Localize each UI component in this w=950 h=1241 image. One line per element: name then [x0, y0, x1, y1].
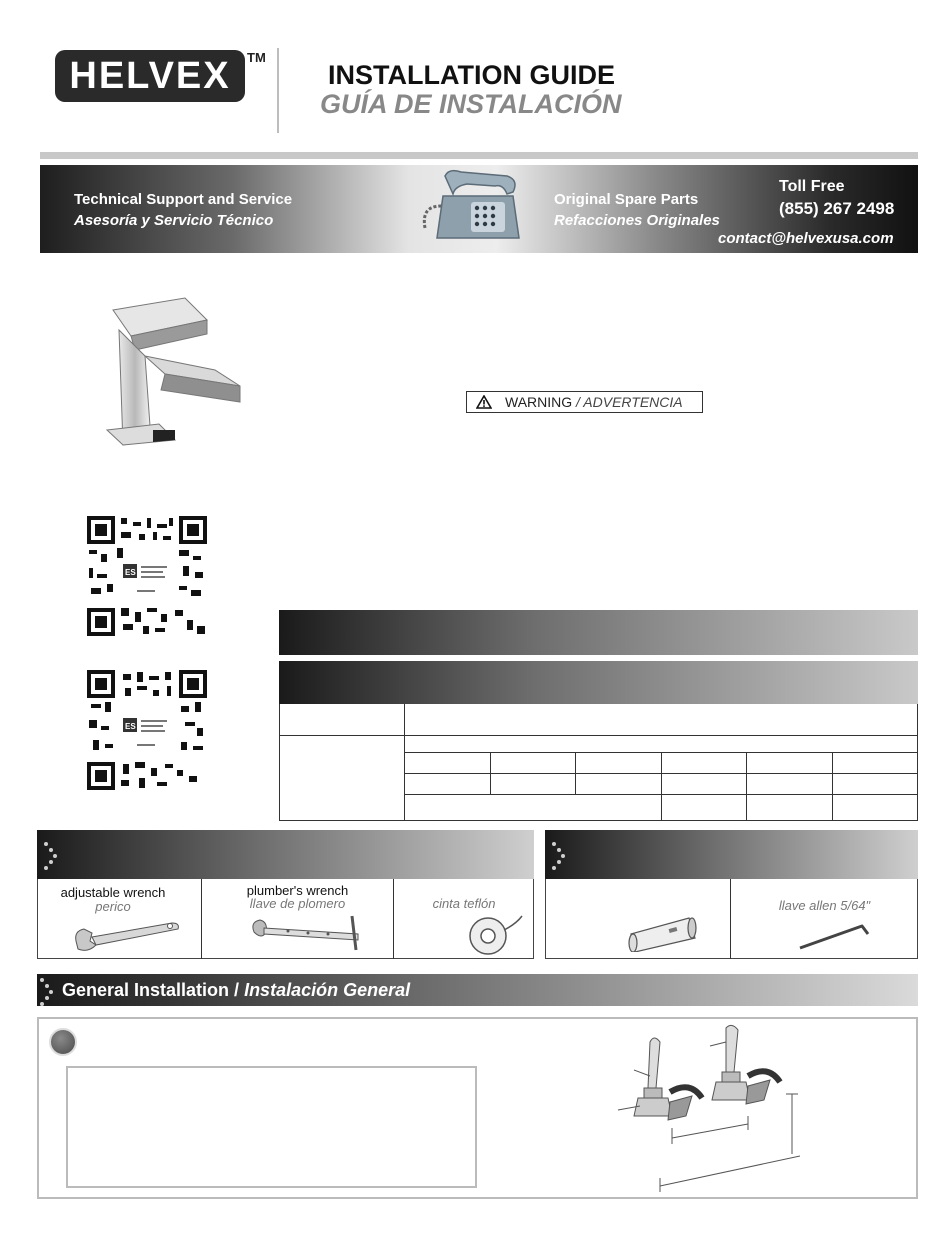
page-title-en: INSTALLATION GUIDE: [328, 60, 615, 90]
warning-triangle-icon: [476, 395, 492, 414]
contact-email[interactable]: contact@helvexusa.com: [718, 230, 894, 247]
phone-number[interactable]: (855) 267 2498: [779, 199, 895, 218]
svg-text:ES: ES: [125, 568, 136, 577]
tool-sub-llave-plomero: llave de plomero: [249, 896, 346, 911]
warning-en: WARNING: [505, 394, 573, 410]
adjustable-wrench-icon: [72, 915, 182, 955]
allen-key-icon: [796, 920, 876, 954]
header-rule: [40, 152, 918, 159]
page-title-es: GUÍA DE INSTALACIÓN: [320, 89, 622, 119]
included-tools-header: [545, 830, 918, 879]
step-number-badge: [49, 1028, 77, 1056]
section-header-bar: [279, 610, 918, 655]
support-label-es: Asesoría y Servicio Técnico: [74, 212, 274, 229]
header-divider: [277, 48, 279, 133]
teflon-tape-icon: [466, 912, 526, 956]
valve-diagram: [610, 1020, 810, 1192]
general-installation-en: General Installation: [62, 980, 230, 1000]
tool-label-plumbers-wrench: plumber's wrench: [246, 883, 349, 898]
toll-free-label: Toll Free: [779, 178, 845, 195]
tool-divider: [730, 879, 731, 959]
tube-key-icon: [625, 912, 700, 952]
table-col-divider: [575, 752, 576, 794]
es-qr-code-2[interactable]: [87, 670, 207, 790]
parts-label-es: Refacciones Originales: [554, 212, 720, 229]
plumbers-wrench-icon: [248, 912, 368, 952]
dots-icon: [40, 978, 54, 1004]
support-label-en: Technical Support and Service: [74, 191, 293, 208]
faucet-image: [95, 290, 255, 460]
tool-sub-perico: perico: [95, 899, 131, 914]
trademark-symbol: TM: [247, 50, 266, 65]
tool-divider: [393, 879, 394, 959]
table-col-divider: [661, 752, 662, 821]
table-col-divider: [490, 752, 491, 794]
parts-label-en: Original Spare Parts: [554, 191, 699, 208]
tool-label-adjustable-wrench: adjustable wrench: [60, 885, 166, 900]
tools-header: [37, 830, 534, 879]
table-row-divider: [279, 735, 918, 736]
warning-es: / ADVERTENCIA: [572, 394, 683, 410]
es-qr-code-1[interactable]: [87, 516, 207, 636]
warning-label: [466, 391, 703, 413]
table-col-divider: [746, 752, 747, 821]
tool-sub-llave-allen: llave allen 5/64": [778, 898, 871, 913]
dots-icon: [552, 842, 566, 868]
step-1-text-box: [66, 1066, 477, 1188]
tool-sub-cinta-teflon: cinta teflón: [432, 896, 496, 911]
telephone-icon: [415, 166, 525, 246]
svg-text:ES: ES: [125, 722, 136, 731]
general-installation-title: General Installation / Instalación General: [62, 980, 411, 1000]
table-col-divider: [404, 704, 405, 821]
spec-table-header: [279, 661, 918, 704]
dots-icon: [44, 842, 58, 868]
general-installation-es: Instalación General: [244, 980, 411, 1000]
helvex-logo: HELVEX: [55, 50, 245, 102]
table-col-divider: [832, 752, 833, 821]
